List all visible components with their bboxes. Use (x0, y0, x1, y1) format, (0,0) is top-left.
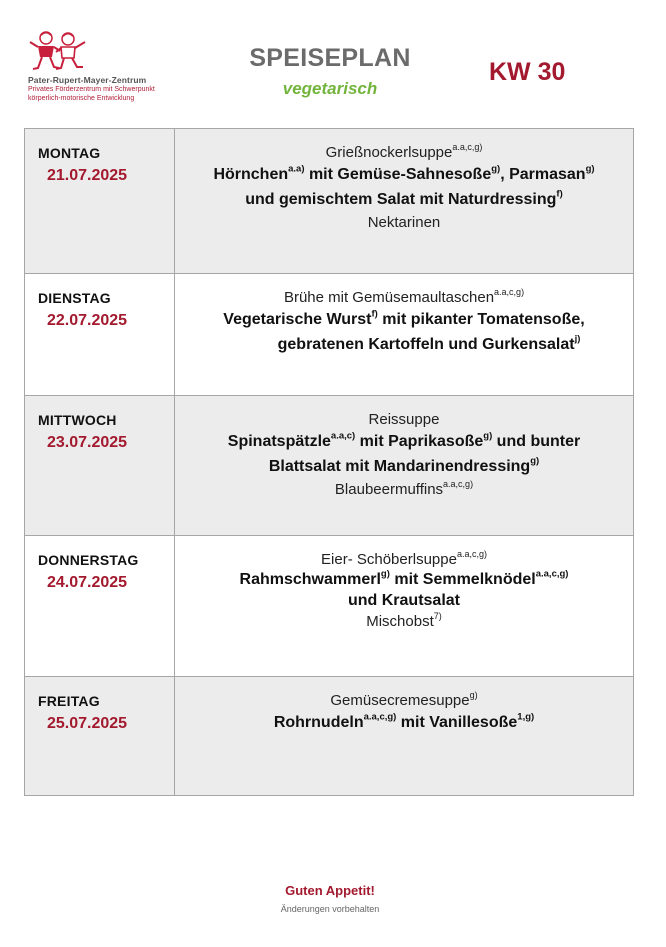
main-text: Rahmschwammerl (239, 571, 381, 588)
menu-cell (175, 677, 634, 796)
main-text: Rohrnudeln (273, 714, 364, 731)
allergen-code: a.a,c,g) (535, 568, 569, 580)
day-row-thursday (25, 536, 634, 677)
main-dish-line2 (175, 332, 633, 357)
main-text: , Parmasan (500, 166, 586, 183)
allergen-code: f) (556, 188, 563, 200)
main-text: Hörnchen (213, 166, 289, 183)
soup (175, 288, 633, 307)
week-number: KW 30 (489, 58, 566, 86)
footer-note: Änderungen vorbehalten (280, 904, 380, 914)
allergen-code: g) (585, 163, 595, 175)
day-cell (25, 274, 175, 396)
main-text: mit Gemüse-Sahnesoße (304, 166, 492, 183)
dessert (175, 479, 633, 500)
day-date: 21.07.2025 (47, 167, 128, 184)
menu-table (24, 128, 634, 796)
logo (28, 30, 208, 103)
main-text: mit Vanillesoße (396, 714, 518, 731)
dessert (175, 611, 633, 632)
main-text: gebratenen Kartoffeln und Gurkensalat (277, 336, 575, 353)
soup-text: Brühe mit Gemüsemaultaschen (283, 289, 495, 306)
allergen-code: f) (371, 308, 378, 320)
main-text: mit Semmelknödel (389, 571, 536, 588)
allergen-code: g) (530, 455, 540, 467)
day-name: DONNERSTAG (38, 552, 139, 568)
org-name: Pater-Rupert-Mayer-Zentrum (28, 75, 147, 85)
allergen-code: g) (380, 568, 390, 580)
menu-cell (175, 396, 634, 536)
allergen-code: a.a,c,g) (452, 141, 483, 152)
soup-text: Eier- Schöberlsuppe (321, 551, 457, 568)
day-cell (25, 677, 175, 796)
children-running-logo-icon (28, 30, 88, 72)
allergen-code: a.a,c,g) (443, 478, 474, 489)
soup-text: Gemüsecremesuppe (330, 692, 470, 709)
day-cell (25, 129, 175, 274)
main-text: Vegetarische Wurst (223, 311, 372, 328)
day-cell (25, 396, 175, 536)
day-name: MONTAG (38, 145, 101, 161)
day-name: FREITAG (38, 693, 100, 709)
footer-greeting: Guten Appetit! (285, 883, 375, 898)
soup (175, 143, 633, 162)
day-name: DIENSTAG (38, 290, 111, 306)
main-dish-line2 (175, 454, 633, 479)
allergen-code: j) (574, 333, 581, 345)
main-text: und gemischtem Salat mit Naturdressing (245, 191, 557, 208)
page-subtitle: vegetarisch (282, 79, 378, 98)
day-date: 23.07.2025 (47, 434, 128, 451)
page-title: SPEISEPLAN (249, 44, 411, 72)
main-dish-line1 (175, 307, 633, 332)
main-text: Blattsalat mit Mandarinendressing (268, 458, 531, 475)
main-text: mit pikanter Tomatensoße, (377, 311, 585, 328)
dessert: Nektarinen (367, 214, 441, 231)
org-subtitle-line2: körperlich-motorische Entwicklung (28, 95, 135, 102)
menu-cell (175, 129, 634, 274)
allergen-code: a.a,c,g) (456, 548, 487, 559)
main-dish-line2 (175, 187, 633, 212)
day-row-friday (25, 677, 634, 796)
soup-text: Grießnockerlsuppe (325, 144, 453, 161)
main-dish-line1 (175, 162, 633, 187)
allergen-code: g) (483, 430, 493, 442)
main-text: mit Paprikasoße (355, 433, 484, 450)
dessert-text: Mischobst (366, 613, 434, 630)
day-date: 24.07.2025 (47, 574, 128, 591)
dessert-text: Blaubeermuffins (334, 481, 444, 498)
allergen-code: g) (469, 689, 478, 700)
day-date: 22.07.2025 (47, 312, 128, 329)
org-subtitle-line1: Privates Förderzentrum mit Schwerpunkt (28, 86, 155, 93)
menu-cell (175, 274, 634, 396)
main-text: und bunter (492, 433, 581, 450)
allergen-code: a.a,c) (330, 430, 356, 442)
allergen-code: a.a,c,g) (363, 711, 397, 723)
soup (175, 550, 633, 569)
main-dish-line1 (175, 710, 633, 735)
allergen-code: 7) (433, 610, 442, 621)
allergen-code: g) (491, 163, 501, 175)
day-cell (25, 536, 175, 677)
day-name: MITTWOCH (38, 412, 117, 428)
allergen-code: a.a) (288, 163, 305, 175)
day-date: 25.07.2025 (47, 715, 128, 732)
soup: Reissuppe (368, 411, 440, 428)
allergen-code: a.a,c,g) (494, 286, 525, 297)
main-dish-line1 (175, 429, 633, 454)
footer (0, 883, 660, 914)
main-dish-line1 (175, 569, 633, 590)
menu-cell (175, 536, 634, 677)
main-text: Spinatspätzle (227, 433, 331, 450)
main-dish-line2: und Krautsalat (347, 592, 460, 609)
soup (175, 691, 633, 710)
day-row-monday (25, 129, 634, 274)
day-row-tuesday (25, 274, 634, 396)
allergen-code: 1,g) (517, 711, 535, 723)
day-row-wednesday (25, 396, 634, 536)
